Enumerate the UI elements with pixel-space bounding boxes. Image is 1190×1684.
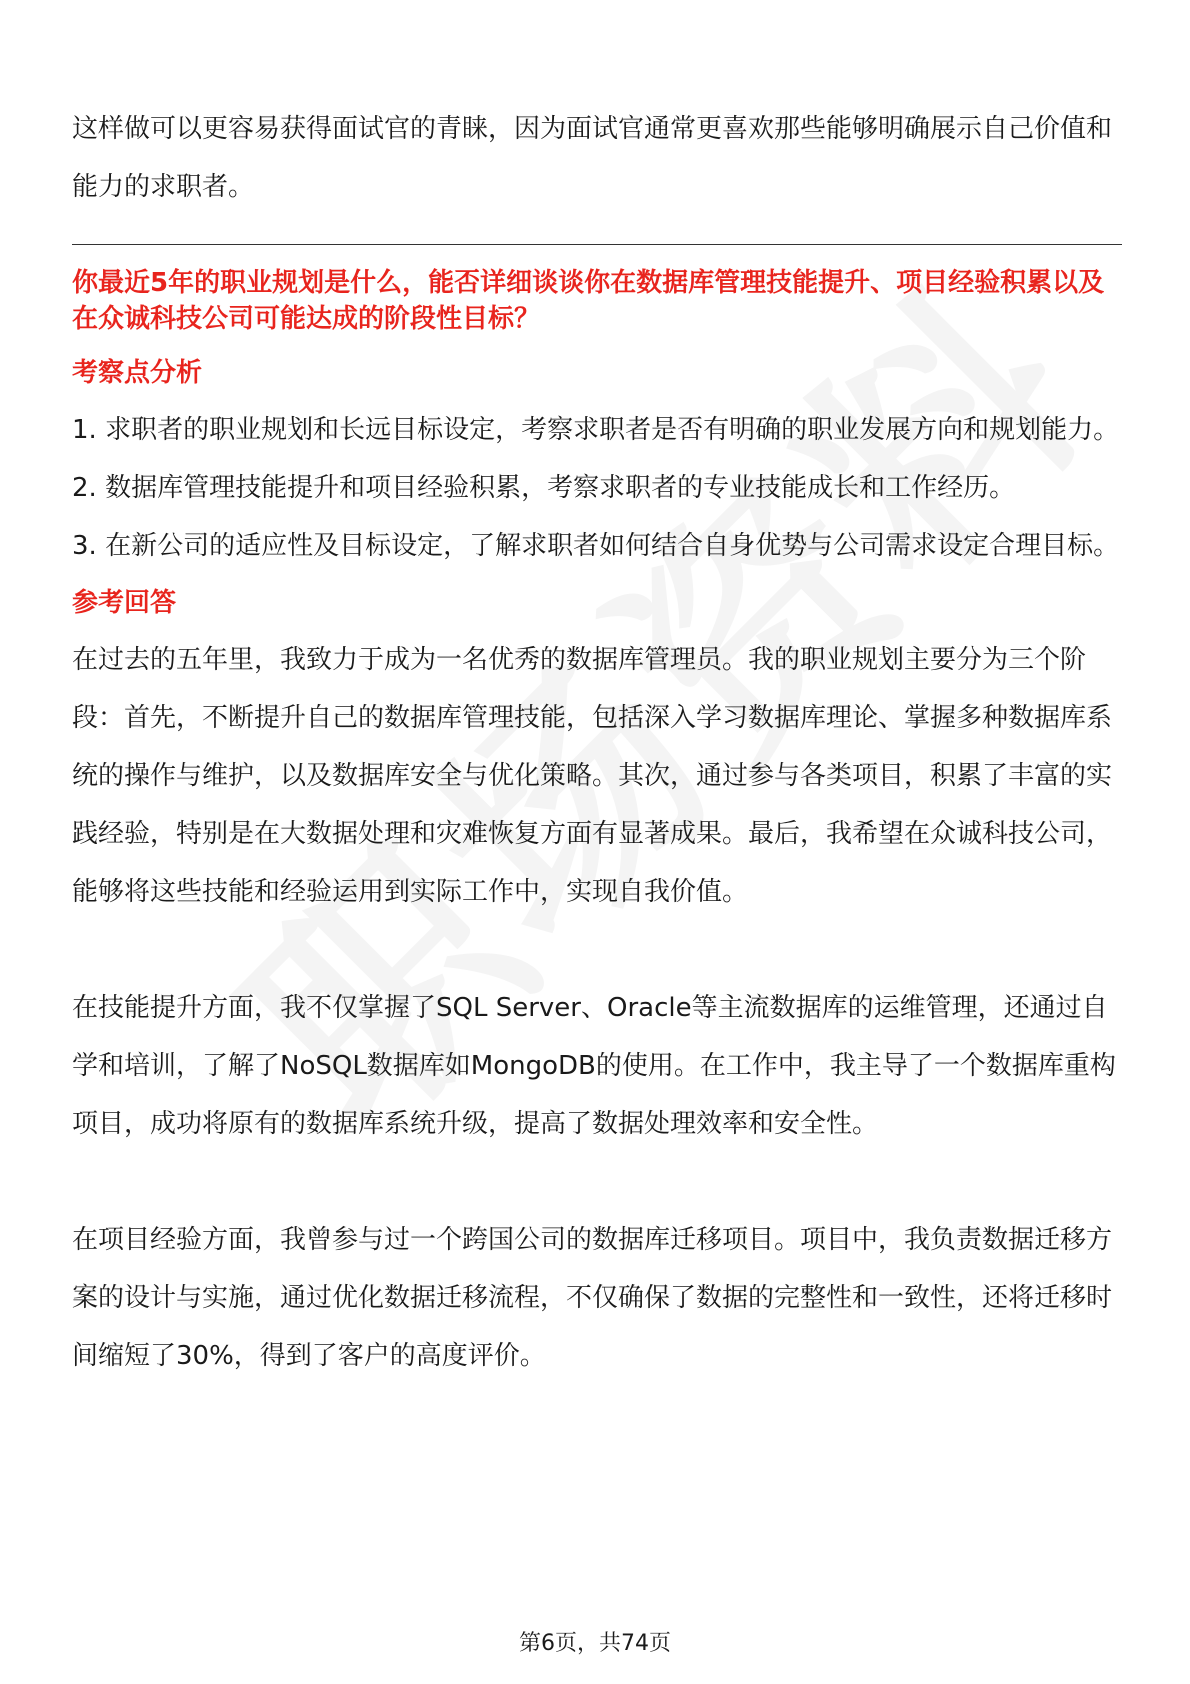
answer-paragraph: 在过去的五年里，我致力于成为一名优秀的数据库管理员。我的职业规划主要分为三个阶段：首先，不断提升自己的数据库管理技能，包括深入学习数据库理论、掌握多种数据库系统的操作与维护，以及数据库安全与优化策略。其次，通过参与各类项目，积累了丰富的实践经验，特别是在大数据处理和灾难恢复方面有显著成果。最后，我希望在众诚科技公司，能够将这些技能和经验运用到实际工作中，实现自我价值。 [72, 645, 1113, 907]
page-content [72, 100, 1122, 1385]
section-divider [72, 244, 1122, 245]
intro-paragraph: 这样做可以更容易获得面试官的青睐，因为面试官通常更喜欢那些能够明确展示自己价值和能力的求职者。 [72, 114, 1113, 202]
answer-heading: 参考回答 [72, 588, 177, 618]
analysis-item: 2. 数据库管理技能提升和项目经验积累，考察求职者的专业技能成长和工作经历。 [72, 473, 1016, 503]
page-number: 第6页，共74页 [519, 1631, 671, 1656]
analysis-item: 3. 在新公司的适应性及目标设定，了解求职者如何结合自身优势与公司需求设定合理目标。 [72, 531, 1120, 561]
interview-question: 你最近5年的职业规划是什么，能否详细谈谈你在数据库管理技能提升、项目经验积累以及在众诚科技公司可能达成的阶段性目标？ [72, 268, 1105, 334]
analysis-list [72, 401, 1122, 575]
analysis-heading: 考察点分析 [72, 358, 203, 388]
analysis-item: 1. 求职者的职业规划和长远目标设定，考察求职者是否有明确的职业发展方向和规划能力。 [72, 415, 1120, 445]
answer-paragraph: 在项目经验方面，我曾参与过一个跨国公司的数据库迁移项目。项目中，我负责数据迁移方案的设计与实施，通过优化数据迁移流程，不仅确保了数据的完整性和一致性，还将迁移时间缩短了30%，得到了客户的高度评价。 [72, 1225, 1113, 1371]
answer-paragraph: 在技能提升方面，我不仅掌握了SQL Server、Oracle等主流数据库的运维管理，还通过自学和培训，了解了NoSQL数据库如MongoDB的使用。在工作中，我主导了一个数据库重构项目，成功将原有的数据库系统升级，提高了数据处理效率和安全性。 [72, 993, 1116, 1139]
